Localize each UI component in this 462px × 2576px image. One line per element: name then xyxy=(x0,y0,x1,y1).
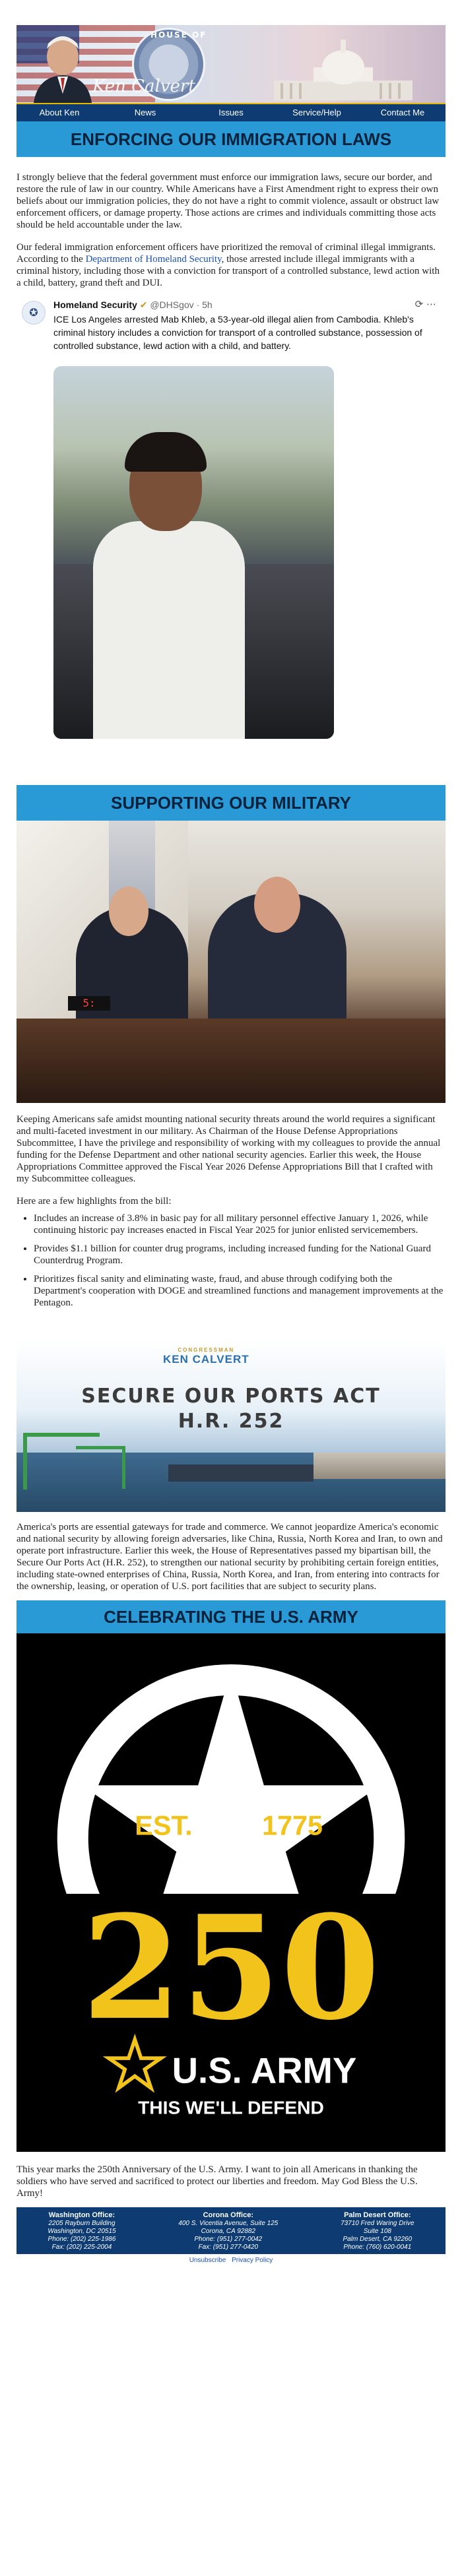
nav-about-ken[interactable]: About Ken xyxy=(39,108,80,117)
tweet-handle: @DHSgov · 5h xyxy=(150,299,213,310)
member-1-face xyxy=(109,887,148,936)
secure-ports-graphic xyxy=(16,1340,446,1512)
unsubscribe-link[interactable]: Unsubscribe xyxy=(189,2257,226,2264)
bill-highlights-list xyxy=(16,1212,446,1309)
footer-offices xyxy=(16,2207,446,2254)
military-title: SUPPORTING OUR MILITARY xyxy=(16,785,446,821)
dais xyxy=(16,1019,446,1103)
nav-issues[interactable]: Issues xyxy=(218,108,244,117)
tweet-menu-icon[interactable]: ⟳ ⋯ xyxy=(414,298,436,310)
dhs-link[interactable]: Department of Homeland Security xyxy=(85,254,222,265)
year-label: 1775 xyxy=(262,1810,323,1841)
header-banner xyxy=(16,25,446,103)
motto-label: THIS WE'LL DEFEND xyxy=(138,2096,324,2118)
military-paragraph-1: Keeping Americans safe amidst mounting national security threats around the world requires a significant and multi-faceted investment in our military. As Chairman of the House Defense Appropriations Subcommittee, I have the privilege and responsibility of working with my colleagues to provide the annual funding for the Defense Department and other national security agencies. Earlier this week, the House Appropriations Committee approved the Fiscal Year 2026 Defense Appropriations Bill that I crafted with my Subcommittee colleagues. xyxy=(16,1114,441,1184)
office-palm-desert: Palm Desert Office: 73710 Fred Waring Drive Suite 108 Palm Desert, CA 92260 Phone: (760) 620-0041 xyxy=(341,2211,414,2251)
photo-shirt xyxy=(93,521,245,739)
privacy-policy-link[interactable]: Privacy Policy xyxy=(232,2257,273,2264)
army-paragraph: This year marks the 250th Anniversary of the U.S. Army. I want to join all Americans in thanking the soldiers who have served and sacrificed to protect our liberties and freedom. May God Bless the U.S. Army! xyxy=(16,2164,418,2199)
verified-icon: ✔ xyxy=(139,299,148,310)
nav-service-help[interactable]: Service/Help xyxy=(292,108,341,117)
army-250-artwork xyxy=(16,1633,446,2152)
tweet-text: ICE Los Angeles arrested Mab Khleb, a 53-year-old illegal alien from Cambodia. Khleb's criminal history includes a conviction for transport of a controlled substance, possession of controlled substance, lewd action with a child, and battery. xyxy=(53,314,422,351)
tweet-author-name[interactable]: Homeland Security xyxy=(53,299,137,310)
embedded-tweet xyxy=(16,297,446,785)
nav-news[interactable]: News xyxy=(134,108,156,117)
timer-display: 5: xyxy=(68,996,110,1011)
number-250: 250 xyxy=(82,1883,380,2052)
tweet-photo[interactable] xyxy=(53,366,334,739)
us-army-label: U.S. ARMY xyxy=(172,2050,357,2091)
army-graphic xyxy=(16,1600,446,2152)
tweet-header xyxy=(53,299,213,311)
list-item: • Includes an increase of 3.8% in basic pay for all military personnel effective January 1, 2026, while continuing historic pay increases enacted in Fiscal Year 2025 for junior enlisted servicemembers. xyxy=(34,1212,446,1236)
army-title: CELEBRATING THE U.S. ARMY xyxy=(16,1600,446,1633)
seal-text: HOUSE OF xyxy=(150,30,207,40)
immigration-paragraph-2: Our federal immigration enforcement officers have prioritized the removal of criminal illegal immigrants. According to the Department of Homeland Security, those arrested include illegal immigrants with a criminal history, including those with a conviction for transport of a controlled substance, lewd action with a child, battery, grand theft and DUI. xyxy=(16,242,440,288)
committee-hearing-photo xyxy=(16,821,446,1103)
crane-2 xyxy=(76,1446,125,1489)
container-ship xyxy=(168,1464,314,1482)
list-item: • Provides $1.1 billion for counter drug programs, including increased funding for the National Guard Counterdrug Program. xyxy=(34,1243,446,1267)
member-2-face xyxy=(254,877,300,933)
military-paragraph-2: Here are a few highlights from the bill: xyxy=(16,1196,172,1207)
immigration-paragraph-1: I strongly believe that the federal government must enforce our immigration laws, secure our border, and restore the rule of law in our country. While Americans have a First Amendment right to express their own beliefs about our immigration policies, they do not have a right to commit violence, assault or obstruct law enforcement officers, or damage property. Those actions are crimes and individuals committing those acts should be held accountable under the law. xyxy=(16,172,440,230)
office-washington: Washington Office: 2205 Rayburn Building Washington, DC 20515 Phone: (202) 225-1986 Fax: (202) 225-2004 xyxy=(48,2211,116,2251)
signature: Ken Calvert xyxy=(92,77,195,96)
est-label: EST. xyxy=(135,1810,193,1841)
footer-links xyxy=(16,2257,446,2264)
ports-graphic-title: SECURE OUR PORTS ACT H.R. 252 xyxy=(81,1385,381,1433)
port-city xyxy=(314,1453,446,1479)
top-nav xyxy=(16,103,446,121)
immigration-title: ENFORCING OUR IMMIGRATION LAWS xyxy=(16,121,446,157)
congressman-portrait xyxy=(31,34,94,103)
dhs-seal-icon: ✪ xyxy=(22,301,46,325)
photo-hair xyxy=(125,432,207,472)
ports-paragraph: America's ports are essential gateways for trade and commerce. We cannot jeopardize America's economic and national security by allowing foreign adversaries, like China, Russia, North Korea and Iran, to own and operate port infrastructure. Earlier this week, the House of Representatives passed my bipartisan bill, the Secure Our Ports Act (H.R. 252), to strengthen our national security by prohibiting certain foreign entities, including state-owned enterprises of China, Russia, North Korea, and Iran, from entering into contracts for the ownership, leasing, or operation of U.S. port facilities that are subject to security plans. xyxy=(16,1522,443,1592)
ken-calvert-logo: CONGRESSMAN KEN CALVERT xyxy=(163,1347,249,1366)
newsletter xyxy=(16,25,446,2264)
office-corona: Corona Office: 400 S. Vicentia Avenue, Suite 125 Corona, CA 92882 Phone: (951) 277-0042 Fax: (951) 277-0420 xyxy=(178,2211,279,2251)
list-item: • Prioritizes fiscal sanity and eliminating waste, fraud, and abuse through codifying both the Department's cooperation with DOGE and streamlined functions and management improvements at the Pentagon. xyxy=(34,1273,446,1309)
nav-contact-me[interactable]: Contact Me xyxy=(380,108,425,117)
capitol-building-icon xyxy=(267,34,419,100)
